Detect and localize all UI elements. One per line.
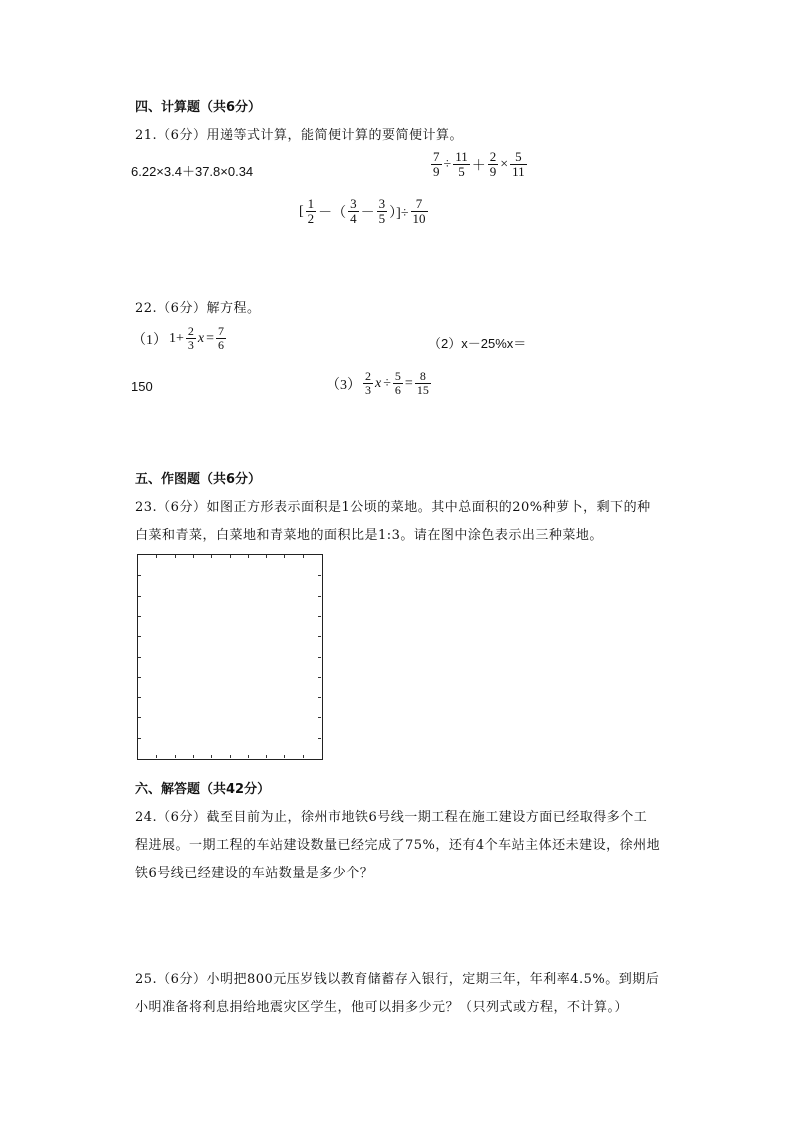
- square-tick-mark: [138, 657, 141, 658]
- square-tick-mark: [138, 717, 141, 718]
- q21-expression-1: 6.22×3.4＋37.8×0.34: [131, 164, 254, 179]
- q21-prompt: 21.（6分）用递等式计算，能简便计算的要简便计算。: [135, 128, 463, 143]
- square-tick-mark: [175, 755, 176, 758]
- q22-equation-2: [428, 333, 526, 352]
- q22-equation-2-continuation: 150: [131, 379, 153, 394]
- square-tick-mark: [230, 555, 231, 558]
- section-five-heading: 五、作图题（共6分）: [135, 472, 262, 487]
- square-tick-mark: [138, 616, 141, 617]
- square-tick-mark: [248, 555, 249, 558]
- square-tick-mark: [138, 596, 141, 597]
- square-tick-mark: [138, 636, 141, 637]
- q25-line-2: 小明准备将利息捐给地震灾区学生，他可以捐多少元？（只列式或方程，不计算。）: [135, 1000, 629, 1015]
- square-tick-mark: [318, 657, 321, 658]
- square-tick-mark: [318, 677, 321, 678]
- square-tick-mark: [156, 755, 157, 758]
- square-tick-mark: [138, 575, 141, 576]
- square-tick-mark: [318, 616, 321, 617]
- square-tick-mark: [318, 697, 321, 698]
- q22-equation-1: （1） 1+ $\frac{2}{3}$ x = $\frac{7}{6}$: [132, 324, 225, 353]
- square-tick-mark: [211, 755, 212, 758]
- square-tick-mark: [138, 738, 141, 739]
- square-tick-mark: [284, 755, 285, 758]
- square-tick-mark: [318, 738, 321, 739]
- square-tick-mark: [303, 755, 304, 758]
- section-four-heading: 四、计算题（共6分）: [135, 100, 262, 115]
- q24-line-1: 24.（6分）截至目前为止，徐州市地铁6号线一期工程在施工建设方面已经取得多个工: [135, 810, 648, 825]
- square-tick-mark: [318, 717, 321, 718]
- square-field-figure[interactable]: [137, 554, 323, 760]
- section-six-heading: 六、解答题（共42分）: [135, 782, 271, 797]
- square-tick-mark: [193, 755, 194, 758]
- square-tick-mark: [318, 575, 321, 576]
- square-tick-mark: [156, 555, 157, 558]
- q24-line-2: 程进展。一期工程的车站建设数量已经完成了75%，还有4个车站主体还未建设，徐州地: [135, 838, 661, 853]
- q21-expression-2: $\frac{7}{9}$ ÷ $\frac{11}{5}$ ＋ $\frac{2}{9}$ × $\frac{5}{11}$: [433, 149, 525, 180]
- square-tick-mark: [284, 555, 285, 558]
- q22-prompt: 22.（6分）解方程。: [135, 301, 261, 316]
- square-tick-mark: [138, 677, 141, 678]
- square-tick-mark: [193, 555, 194, 558]
- square-tick-mark: [318, 596, 321, 597]
- q24-line-3: 铁6号线已经建设的车站数量是多少个？: [135, 866, 374, 881]
- q21-expression-3: [ $\frac{1}{2}$ －（ $\frac{3}{4}$ － $\frac{3}{5}$ ）]÷ $\frac{7}{10}$: [299, 196, 426, 227]
- q22-eq2-label: （2）: [428, 336, 462, 351]
- square-tick-mark: [248, 755, 249, 758]
- q23-line-2: 白菜和青菜，白菜地和青菜地的面积比是1:3。请在图中涂色表示出三种菜地。: [135, 528, 603, 543]
- square-tick-mark: [230, 755, 231, 758]
- q22-equation-3: （3） $\frac{2}{3}$ x ÷ $\frac{5}{6}$ = $\frac{8}{15}$: [326, 369, 429, 398]
- square-tick-mark: [266, 555, 267, 558]
- square-tick-mark: [138, 697, 141, 698]
- square-tick-mark: [318, 636, 321, 637]
- q23-line-1: 23.（6分）如图正方形表示面积是1公顷的菜地。其中总面积的20%种萝卜，剩下的种: [135, 500, 651, 515]
- square-tick-mark: [266, 755, 267, 758]
- square-tick-mark: [175, 555, 176, 558]
- square-tick-mark: [303, 555, 304, 558]
- square-tick-mark: [211, 555, 212, 558]
- q22-eq2-text: x－25%x＝: [461, 336, 527, 351]
- q25-line-1: 25.（6分）小明把800元压岁钱以教育储蓄存入银行，定期三年，年利率4.5%。到期后: [135, 972, 660, 987]
